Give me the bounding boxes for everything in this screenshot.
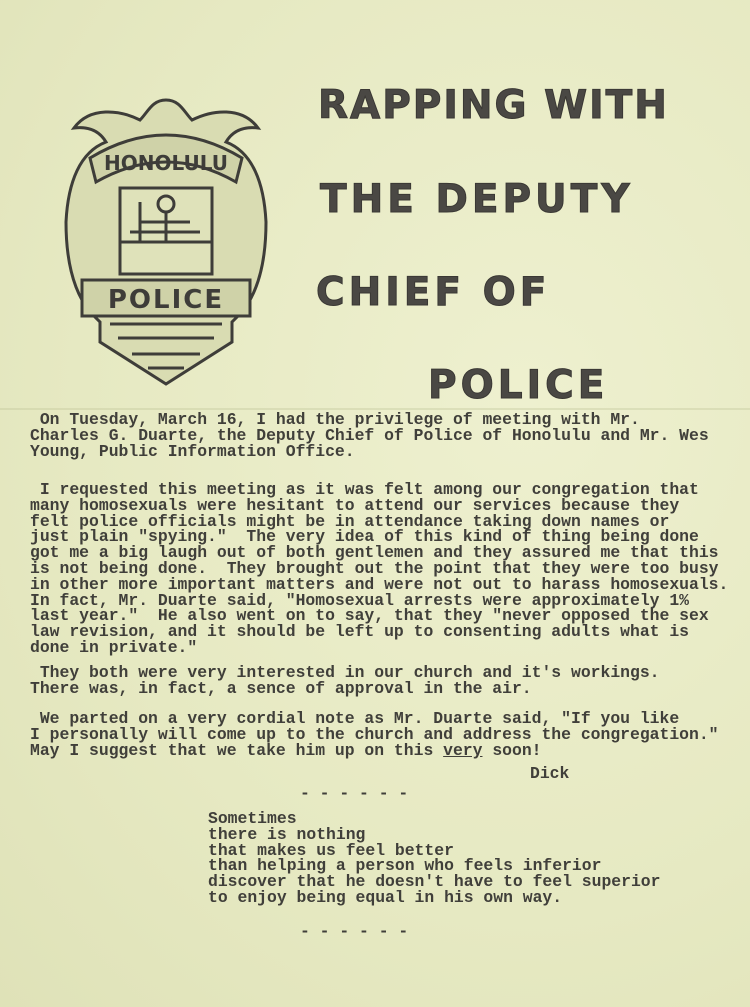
honolulu-police-badge-logo	[60, 92, 272, 393]
poem-line: than helping a person who feels inferior	[208, 856, 602, 876]
text-line: Young, Public Information Office.	[30, 441, 355, 461]
divider: - - - - - -	[300, 922, 409, 941]
title-line-4: POLICE	[428, 363, 609, 408]
text-fragment: May I suggest that we take him up on this	[30, 740, 444, 760]
paragraph-church-interest	[30, 665, 660, 697]
poem	[208, 811, 660, 906]
text-line: many homosexuals were hesitant to attend our services because they	[30, 495, 680, 515]
text-line: We parted on a very cordial note as Mr. Duarte said, "If you like	[30, 709, 680, 728]
text-line: I requested this meeting as it was felt among our congregation that	[30, 480, 699, 499]
badge-bottom-text: POLICE	[107, 285, 225, 315]
text-line: got me a big laugh out of both gentlemen and they assured me that this	[30, 543, 719, 563]
paragraph-meeting-request	[30, 482, 728, 656]
text-line: felt police officials might be in attendance taking down names or	[30, 511, 670, 531]
text-line: in other more important matters and were not out to harass homosexuals.	[30, 574, 729, 594]
divider: - - - - - -	[300, 784, 409, 803]
text-line: I personally will come up to the church and address the congregation."	[30, 724, 719, 744]
poem-line: there is nothing	[208, 824, 366, 844]
text-line: is not being done. They brought out the point that they were too busy	[30, 558, 719, 578]
poem-line: discover that he doesn't have to feel superior	[208, 872, 661, 892]
underlined-word: very	[443, 740, 483, 760]
poem-line: Sometimes	[208, 809, 297, 828]
title-line-1: RAPPING WITH	[318, 83, 669, 128]
text-line: Charles G. Duarte, the Deputy Chief of Police of Honolulu and Mr. Wes	[30, 425, 709, 445]
text-fragment: soon!	[482, 740, 542, 760]
text-line: law revision, and it should be left up to consenting adults what is	[30, 622, 690, 642]
text-line: last year." He also went on to say, that they "never opposed the sex	[30, 606, 709, 626]
text-line: In fact, Mr. Duarte said, "Homosexual arrests were approximately 1%	[30, 590, 690, 610]
paragraph-meeting-intro	[30, 412, 709, 459]
poem-line: to enjoy being equal in his own way.	[208, 887, 563, 907]
text-line: On Tuesday, March 16, I had the privilege of meeting with Mr.	[30, 410, 640, 429]
signature: Dick	[530, 764, 570, 783]
title-line-3: CHIEF OF	[316, 270, 551, 315]
text-line	[30, 740, 719, 760]
badge-top-text: HONOLULU	[103, 151, 229, 175]
text-line: done in private."	[30, 637, 198, 657]
text-line: They both were very interested in our church and it's workings.	[30, 663, 660, 682]
text-line: just plain "spying." The very idea of this kind of thing being done	[30, 527, 699, 547]
paragraph-parting	[30, 711, 719, 758]
text-line: There was, in fact, a sence of approval in the air.	[30, 678, 532, 698]
poem-line: that makes us feel better	[208, 840, 454, 860]
title-line-2: THE DEPUTY	[320, 177, 634, 222]
